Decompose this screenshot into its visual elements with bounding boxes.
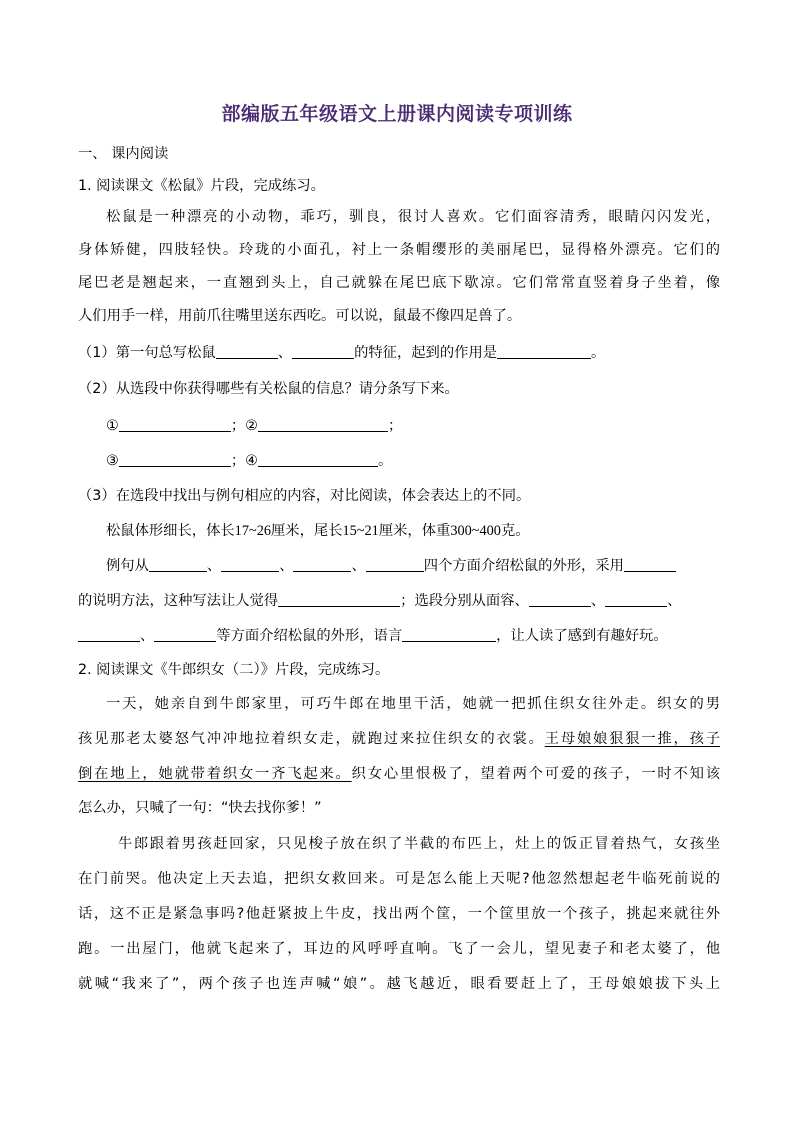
answer-blank[interactable] — [497, 343, 591, 359]
answer-blank[interactable] — [624, 556, 676, 572]
answer-blank[interactable] — [119, 416, 231, 432]
subquestion-1-3: （3）在选段中找出与例句相应的内容，对比阅读，体会表达上的不同。 — [78, 488, 531, 504]
underlined-sentence: 倒在地上，她就带着织女一齐飞起来。 — [78, 766, 352, 782]
passage-2-line-2: 孩见那老太婆怒气冲冲地拉着织女走，就跑过来拉住织女的衣裳。王母娘娘狠狠一推，孩子 — [78, 731, 720, 747]
answer-blank[interactable] — [366, 556, 424, 572]
subquestion-1-2: （2）从选段中你获得哪些有关松鼠的信息？请分条写下来。 — [78, 381, 459, 397]
answer-blank[interactable] — [293, 556, 351, 572]
question-2-heading: 2. 阅读课文《牛郎织女（二）》片段，完成练习。 — [78, 662, 390, 678]
answer-blank[interactable] — [154, 626, 216, 642]
answer-blank[interactable] — [278, 591, 400, 607]
passage-1-line-4: 人们用手一样，用前爪往嘴里送东西吃。可以说，鼠最不像四足兽了。 — [78, 308, 522, 324]
passage-1-line-1: 松鼠是一种漂亮的小动物，乖巧，驯良，很讨人喜欢。它们面容清秀，眼睛闪闪发光， — [106, 209, 720, 225]
passage-1-line-2: 身体矫健，四肢轻快。玲珑的小面孔，衬上一条帽缨形的美丽尾巴，显得格外漂亮。它们的 — [78, 242, 720, 258]
answer-blank[interactable] — [119, 451, 231, 467]
passage-3-line-3: 话，这不正是紧急事吗?他赶紧披上牛皮，找出两个筐，一个筐里放一个孩子，挑起来就往外 — [78, 906, 720, 922]
subquestion-1-3-line-3: 、 等方面介绍松鼠的外形，语言 ，让人读了感到有趣好玩。 — [78, 626, 720, 646]
passage-3-line-5: 就喊“我来了”，两个孩子也连声喊“娘”。越飞越近，眼看要赶上了，王母娘娘拔下头上 — [78, 976, 720, 992]
subquestion-1-3-line-2: 的说明方法，这种写法让人觉得 ；选段分别从面容、 、 、 — [78, 593, 682, 609]
passage-3-line-4: 跑。一出屋门，他就飞起来了，耳边的风呼呼直响。飞了一会儿，望见妻子和老太婆了，他 — [78, 941, 720, 957]
answer-blank[interactable] — [258, 451, 378, 467]
answer-blank[interactable] — [605, 591, 667, 607]
question-1-heading: 1. 阅读课文《松鼠》片段，完成练习。 — [78, 178, 325, 194]
passage-1-line-3: 尾巴老是翘起来，一直翘到头上，自己就躲在尾巴底下歇凉。它们常常直竖着身子坐着，像 — [78, 275, 720, 291]
passage-2-line-3: 倒在地上，她就带着织女一齐飞起来。织女心里恨极了，望着两个可爱的孩子，一时不知该 — [78, 766, 720, 782]
passage-3-line-1: 牛郎跟着男孩赶回家，只见梭子放在织了半截的布匹上，灶上的饭正冒着热气，女孩坐 — [118, 836, 720, 852]
answer-blank[interactable] — [258, 416, 388, 432]
subquestion-1-1: （1）第一句总写松鼠 、 的特征，起到的作用是 。 — [78, 345, 606, 361]
passage-2-line-4: 怎么办，只喊了一句：“快去找你爹！” — [78, 800, 322, 816]
answer-blank[interactable] — [221, 556, 279, 572]
passage-2-line-1: 一天，她亲自到牛郎家里，可巧牛郎在地里干活，她就一把抓住织女往外走。织女的男 — [106, 696, 720, 712]
underlined-sentence: 王母娘娘狠狠一推，孩子 — [544, 731, 720, 747]
answer-line-1-2: ① ；② ； — [106, 418, 403, 434]
answer-blank[interactable] — [149, 556, 207, 572]
answer-blank[interactable] — [78, 626, 140, 642]
page-title: 部编版五年级语文上册课内阅读专项训练 — [221, 103, 573, 125]
passage-3-line-2: 在门前哭。他决定上天去追，把织女救回来。可是怎么能上天呢?他忽然想起老牛临死前说的 — [78, 871, 720, 887]
answer-blank[interactable] — [292, 343, 354, 359]
answer-blank[interactable] — [402, 626, 496, 642]
subquestion-1-3-line-1: 例句从 、 、 、 四个方面介绍松鼠的外形，采用 — [106, 556, 720, 576]
answer-line-3-4: ③ ；④ 。 — [106, 453, 393, 469]
section-heading: 一、 课内阅读 — [78, 146, 169, 162]
answer-blank[interactable] — [216, 343, 278, 359]
answer-blank[interactable] — [529, 591, 591, 607]
example-sentence: 松鼠体形细长，体长17~26厘米，尾长15~21厘米，体重300~400克。 — [106, 523, 530, 539]
